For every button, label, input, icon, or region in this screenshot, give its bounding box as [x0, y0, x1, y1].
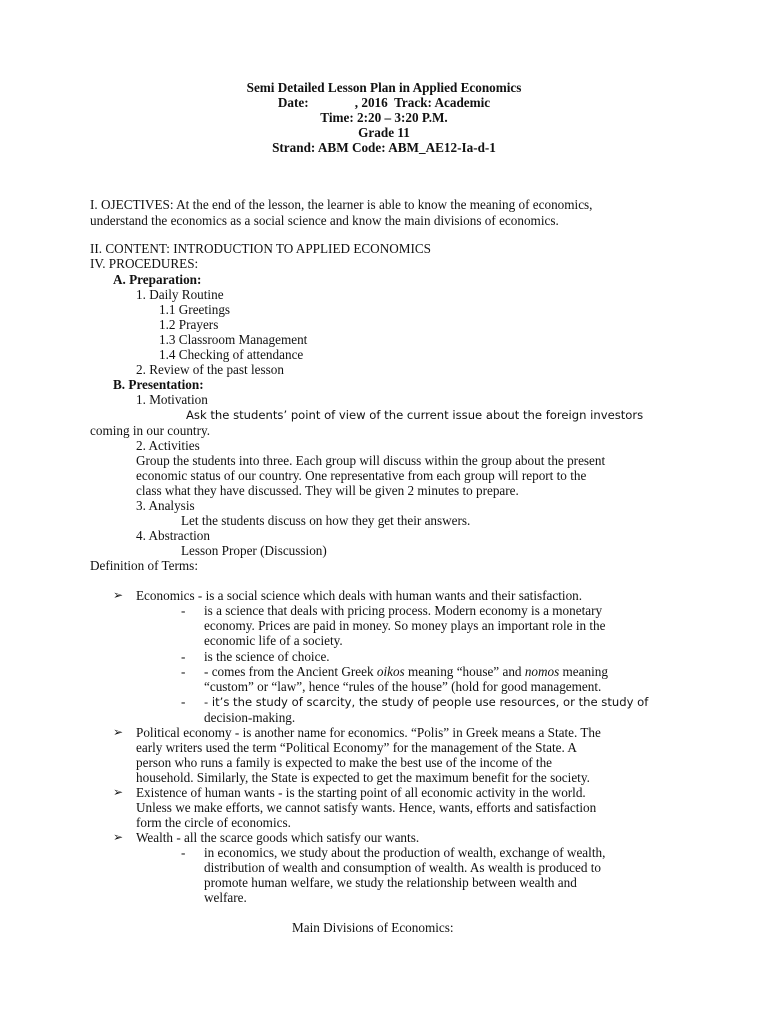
economics-dash2: is the science of choice.	[204, 649, 330, 664]
economics-dash3-line1	[204, 664, 608, 679]
activities-text-3: class what they have discussed. They will be given 2 minutes to prepare.	[136, 483, 519, 498]
review-past-lesson: 2. Review of the past lesson	[136, 362, 284, 377]
human-wants-line1: Existence of human wants - is the starting point of all economic activity in the world.	[136, 785, 586, 800]
word-nomos: nomos	[524, 664, 560, 679]
economics-dash1-line3: economic life of a society.	[204, 633, 343, 648]
dash-bullet: -	[181, 694, 186, 709]
dash-bullet: -	[181, 603, 186, 618]
strand-code-line: Strand: ABM Code: ABM_AE12-Ia-d-1	[272, 140, 496, 155]
human-wants-line2: Unless we make efforts, we cannot satisfy wants. Hence, wants, efforts and satisfaction	[136, 800, 597, 815]
presentation-heading: B. Presentation:	[113, 377, 204, 392]
routine-greetings: 1.1 Greetings	[159, 302, 231, 317]
objectives-line-1: I. OJECTIVES: At the end of the lesson, the learner is able to know the meaning of economics,	[90, 197, 593, 212]
arrow-bullet-icon: ➢	[113, 830, 124, 844]
grade-line: Grade 11	[358, 125, 410, 140]
abstraction-heading: 4. Abstraction	[136, 528, 210, 543]
abstraction-text: Lesson Proper (Discussion)	[181, 543, 327, 558]
lesson-plan-title: Semi Detailed Lesson Plan in Applied Economics	[246, 80, 522, 95]
dash-bullet: -	[181, 649, 186, 664]
activities-text-2: economic status of our country. One representative from each group will report to the	[136, 468, 587, 483]
economics-dash3-line2: “custom” or “law”, hence “rules of the house” (hold for good management.	[204, 679, 602, 694]
economics-dash4-line1: - it’s the study of scarcity, the study of people use resources, or the study of	[204, 695, 649, 709]
activities-heading: 2. Activities	[136, 438, 200, 453]
routine-prayers: 1.2 Prayers	[159, 317, 219, 332]
date-track-line: Date: , 2016 Track: Academic	[277, 95, 491, 110]
activities-text-1: Group the students into three. Each group will discuss within the group about the present	[136, 453, 606, 468]
etymology-prefix: - comes from the Ancient Greek	[204, 664, 377, 679]
motivation-text-2: coming in our country.	[90, 423, 211, 438]
analysis-heading: 3. Analysis	[136, 498, 195, 513]
time-line: Time: 2:20 – 3:20 P.M.	[320, 110, 448, 125]
economics-definition: Economics - is a social science which deals with human wants and their satisfaction.	[136, 588, 583, 603]
wealth-dash-line4: welfare.	[204, 890, 247, 905]
content-line: II. CONTENT: INTRODUCTION TO APPLIED ECONOMICS	[90, 241, 431, 256]
motivation-text-1: Ask the students’ point of view of the current issue about the foreign investors	[186, 408, 644, 422]
main-divisions-heading: Main Divisions of Economics:	[292, 920, 454, 935]
wealth-dash-line2: distribution of wealth and consumption of wealth. As wealth is produced to	[204, 860, 602, 875]
dash-bullet: -	[181, 664, 186, 679]
motivation-heading: 1. Motivation	[136, 392, 208, 407]
etymology-middle: meaning “house” and	[404, 664, 525, 679]
analysis-text: Let the students discuss on how they get their answers.	[181, 513, 471, 528]
procedures-line: IV. PROCEDURES:	[90, 256, 199, 271]
word-oikos: oikos	[376, 664, 405, 679]
routine-attendance: 1.4 Checking of attendance	[159, 347, 304, 362]
wealth-dash-line3: promote human welfare, we study the relationship between wealth and	[204, 875, 577, 890]
economics-dash4-line2: decision-making.	[204, 710, 296, 725]
economics-dash1-line1: is a science that deals with pricing process. Modern economy is a monetary	[204, 603, 603, 618]
objectives-line-2: understand the economics as a social science and know the main divisions of economics.	[90, 213, 559, 228]
political-economy-line4: household. Similarly, the State is expected to get the maximum benefit for the society.	[136, 770, 590, 785]
arrow-bullet-icon: ➢	[113, 725, 124, 739]
political-economy-line1: Political economy - is another name for economics. “Polis” in Greek means a State. The	[136, 725, 601, 740]
arrow-bullet-icon: ➢	[113, 785, 124, 799]
routine-classroom-management: 1.3 Classroom Management	[159, 332, 308, 347]
etymology-suffix: meaning	[559, 664, 608, 679]
preparation-heading: A. Preparation:	[113, 272, 202, 287]
wealth-dash-line1: in economics, we study about the production of wealth, exchange of wealth,	[204, 845, 606, 860]
human-wants-line3: form the circle of economics.	[136, 815, 291, 830]
dash-bullet: -	[181, 845, 186, 860]
political-economy-line2: early writers used the term “Political Economy” for the management of the State. A	[136, 740, 577, 755]
definition-of-terms-heading: Definition of Terms:	[90, 558, 198, 573]
wealth-definition: Wealth - all the scarce goods which satisfy our wants.	[136, 830, 420, 845]
daily-routine: 1. Daily Routine	[136, 287, 224, 302]
economics-dash1-line2: economy. Prices are paid in money. So money plays an important role in the	[204, 618, 606, 633]
arrow-bullet-icon: ➢	[113, 588, 124, 602]
political-economy-line3: person who runs a family is expected to make the best use of the income of the	[136, 755, 553, 770]
